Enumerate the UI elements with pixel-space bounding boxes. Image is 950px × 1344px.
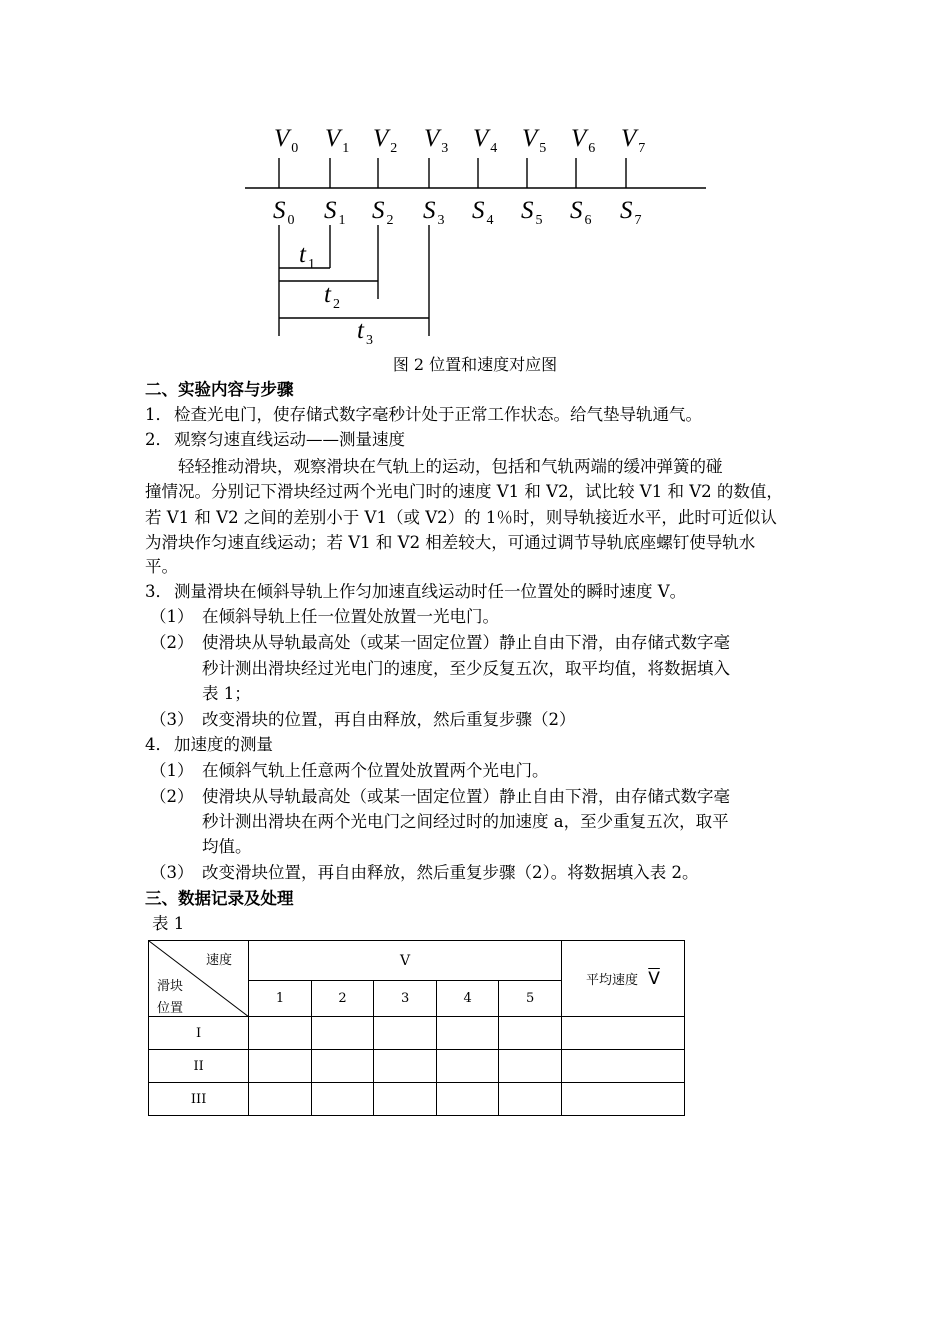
item-4-number: 4． <box>145 735 172 754</box>
item-4-text: 加速度的测量 <box>174 735 273 754</box>
paragraph-line-3: 若 V1 和 V2 之间的差别小于 V1（或 V2）的 1％时，则导轨接近水平，此时可近似认 <box>145 508 777 527</box>
paragraph-line-5: 平。 <box>145 557 178 576</box>
empty-cell <box>374 1017 437 1050</box>
empty-cell <box>561 1050 684 1083</box>
item-4-sub-2-line-2: 秒计测出滑块在两个光电门之间经过时的加速度 a，至少重复五次，取平 <box>202 812 729 831</box>
s-label-3: S $_3$ <box>423 197 445 228</box>
s-label-4: S $_4$ <box>472 197 494 228</box>
v-label-1: V $_1$ <box>325 125 350 156</box>
paragraph-line-2: 撞情况。分别记下滑块经过两个光电门时的速度 V1 和 V2，试比较 V1 和 V2 的数值， <box>145 482 783 501</box>
item-4-sub-2-number: （2） <box>150 787 194 806</box>
figure-caption: 图 2 位置和速度对应图 <box>392 355 558 374</box>
item-3-sub-3-number: （3） <box>150 710 194 729</box>
item-3-sub-1-number: （1） <box>150 607 194 626</box>
v-label-6: V $_6$ <box>571 125 596 156</box>
table-1-label: 表 1 <box>152 914 185 933</box>
row-label-III: III <box>149 1083 249 1116</box>
empty-cell <box>436 1083 499 1116</box>
empty-cell <box>249 1050 312 1083</box>
v-label-4: V $_4$ <box>473 125 498 156</box>
item-2-number: 2． <box>145 430 172 449</box>
v-label-3: V $_3$ <box>424 125 449 156</box>
item-4-sub-1-number: （1） <box>150 761 194 780</box>
t-label-1: t $_2$ <box>324 281 340 312</box>
item-3-text: 测量滑块在倾斜导轨上作匀加速直线运动时任一位置处的瞬时速度 V。 <box>174 582 687 601</box>
section-2-title: 二、实验内容与步骤 <box>145 380 294 399</box>
corner-position-label: 位置 <box>157 1001 184 1016</box>
empty-cell <box>374 1083 437 1116</box>
empty-cell <box>436 1017 499 1050</box>
s-label-0: S $_0$ <box>273 197 295 228</box>
average-speed-symbol: $\overline{V}$ <box>648 968 660 989</box>
item-3-sub-2-line-3: 表 1； <box>202 684 251 703</box>
t-label-2: t $_3$ <box>357 317 373 348</box>
item-4-sub-3-text: 改变滑块位置，再自由释放，然后重复步骤（2）。将数据填入表 2。 <box>202 863 699 882</box>
item-4-sub-3-number: （3） <box>150 863 194 882</box>
v-label-2: V $_2$ <box>373 125 398 156</box>
row-label-II: II <box>149 1050 249 1083</box>
empty-cell <box>561 1017 684 1050</box>
column-header-2: 2 <box>311 981 374 1017</box>
table-corner-cell <box>149 941 249 1017</box>
item-4-sub-1-text: 在倾斜气轨上任意两个位置处放置两个光电门。 <box>202 761 549 780</box>
empty-cell <box>311 1017 374 1050</box>
v-label-7: V $_7$ <box>621 125 646 156</box>
table-row <box>149 1083 685 1116</box>
average-speed-header <box>561 941 684 1017</box>
empty-cell <box>249 1083 312 1116</box>
position-velocity-diagram <box>0 0 950 360</box>
s-label-6: S $_6$ <box>570 197 592 228</box>
s-label-2: S $_2$ <box>372 197 394 228</box>
table-1 <box>148 940 685 1116</box>
empty-cell <box>249 1017 312 1050</box>
item-2-text: 观察匀速直线运动——测量速度 <box>174 430 405 449</box>
empty-cell <box>499 1017 562 1050</box>
s-label-7: S $_7$ <box>620 197 642 228</box>
item-3-sub-2-line-1: 使滑块从导轨最高处（或某一固定位置）静止自由下滑，由存储式数字毫 <box>202 633 730 652</box>
empty-cell <box>561 1083 684 1116</box>
average-speed-label: 平均速度 <box>586 972 639 988</box>
empty-cell <box>311 1050 374 1083</box>
s-label-1: S $_1$ <box>324 197 346 228</box>
item-1-text: 检查光电门，使存储式数字毫秒计处于正常工作状态。给气垫导轨通气。 <box>174 405 702 424</box>
item-3-sub-2-line-2: 秒计测出滑块经过光电门的速度，至少反复五次，取平均值，将数据填入 <box>202 659 730 678</box>
item-1-number: 1． <box>145 405 172 424</box>
item-3-sub-2-number: （2） <box>150 633 194 652</box>
t-label-0: t $_1$ <box>299 241 315 272</box>
empty-cell <box>499 1050 562 1083</box>
column-header-1: 1 <box>249 981 312 1017</box>
empty-cell <box>374 1050 437 1083</box>
corner-speed-label: 速度 <box>206 953 233 968</box>
section-3-title: 三、数据记录及处理 <box>145 889 294 908</box>
item-4-sub-2-line-1: 使滑块从导轨最高处（或某一固定位置）静止自由下滑，由存储式数字毫 <box>202 787 730 806</box>
paragraph-line-4: 为滑块作匀速直线运动；若 V1 和 V2 相差较大，可通过调节导轨底座螺钉使导轨水 <box>145 533 756 552</box>
v-label-5: V $_5$ <box>522 125 547 156</box>
column-header-4: 4 <box>436 981 499 1017</box>
empty-cell <box>436 1050 499 1083</box>
empty-cell <box>499 1083 562 1116</box>
velocity-group-header: V <box>249 941 562 981</box>
s-label-5: S $_5$ <box>521 197 543 228</box>
item-3-number: 3． <box>145 582 172 601</box>
empty-cell <box>311 1083 374 1116</box>
item-3-sub-3-text: 改变滑块的位置，再自由释放，然后重复步骤（2） <box>202 710 576 729</box>
paragraph-line-1: 轻轻推动滑块，观察滑块在气轨上的运动，包括和气轨两端的缓冲弹簧的碰 <box>178 457 723 476</box>
row-label-I: I <box>149 1017 249 1050</box>
item-3-sub-1-text: 在倾斜导轨上任一位置处放置一光电门。 <box>202 607 499 626</box>
table-row <box>149 1017 685 1050</box>
column-header-5: 5 <box>499 981 562 1017</box>
corner-slider-label: 滑块 <box>157 979 184 994</box>
v-label-0: V $_0$ <box>274 125 299 156</box>
column-header-3: 3 <box>374 981 437 1017</box>
table-row <box>149 1050 685 1083</box>
item-4-sub-2-line-3: 均值。 <box>202 837 252 856</box>
